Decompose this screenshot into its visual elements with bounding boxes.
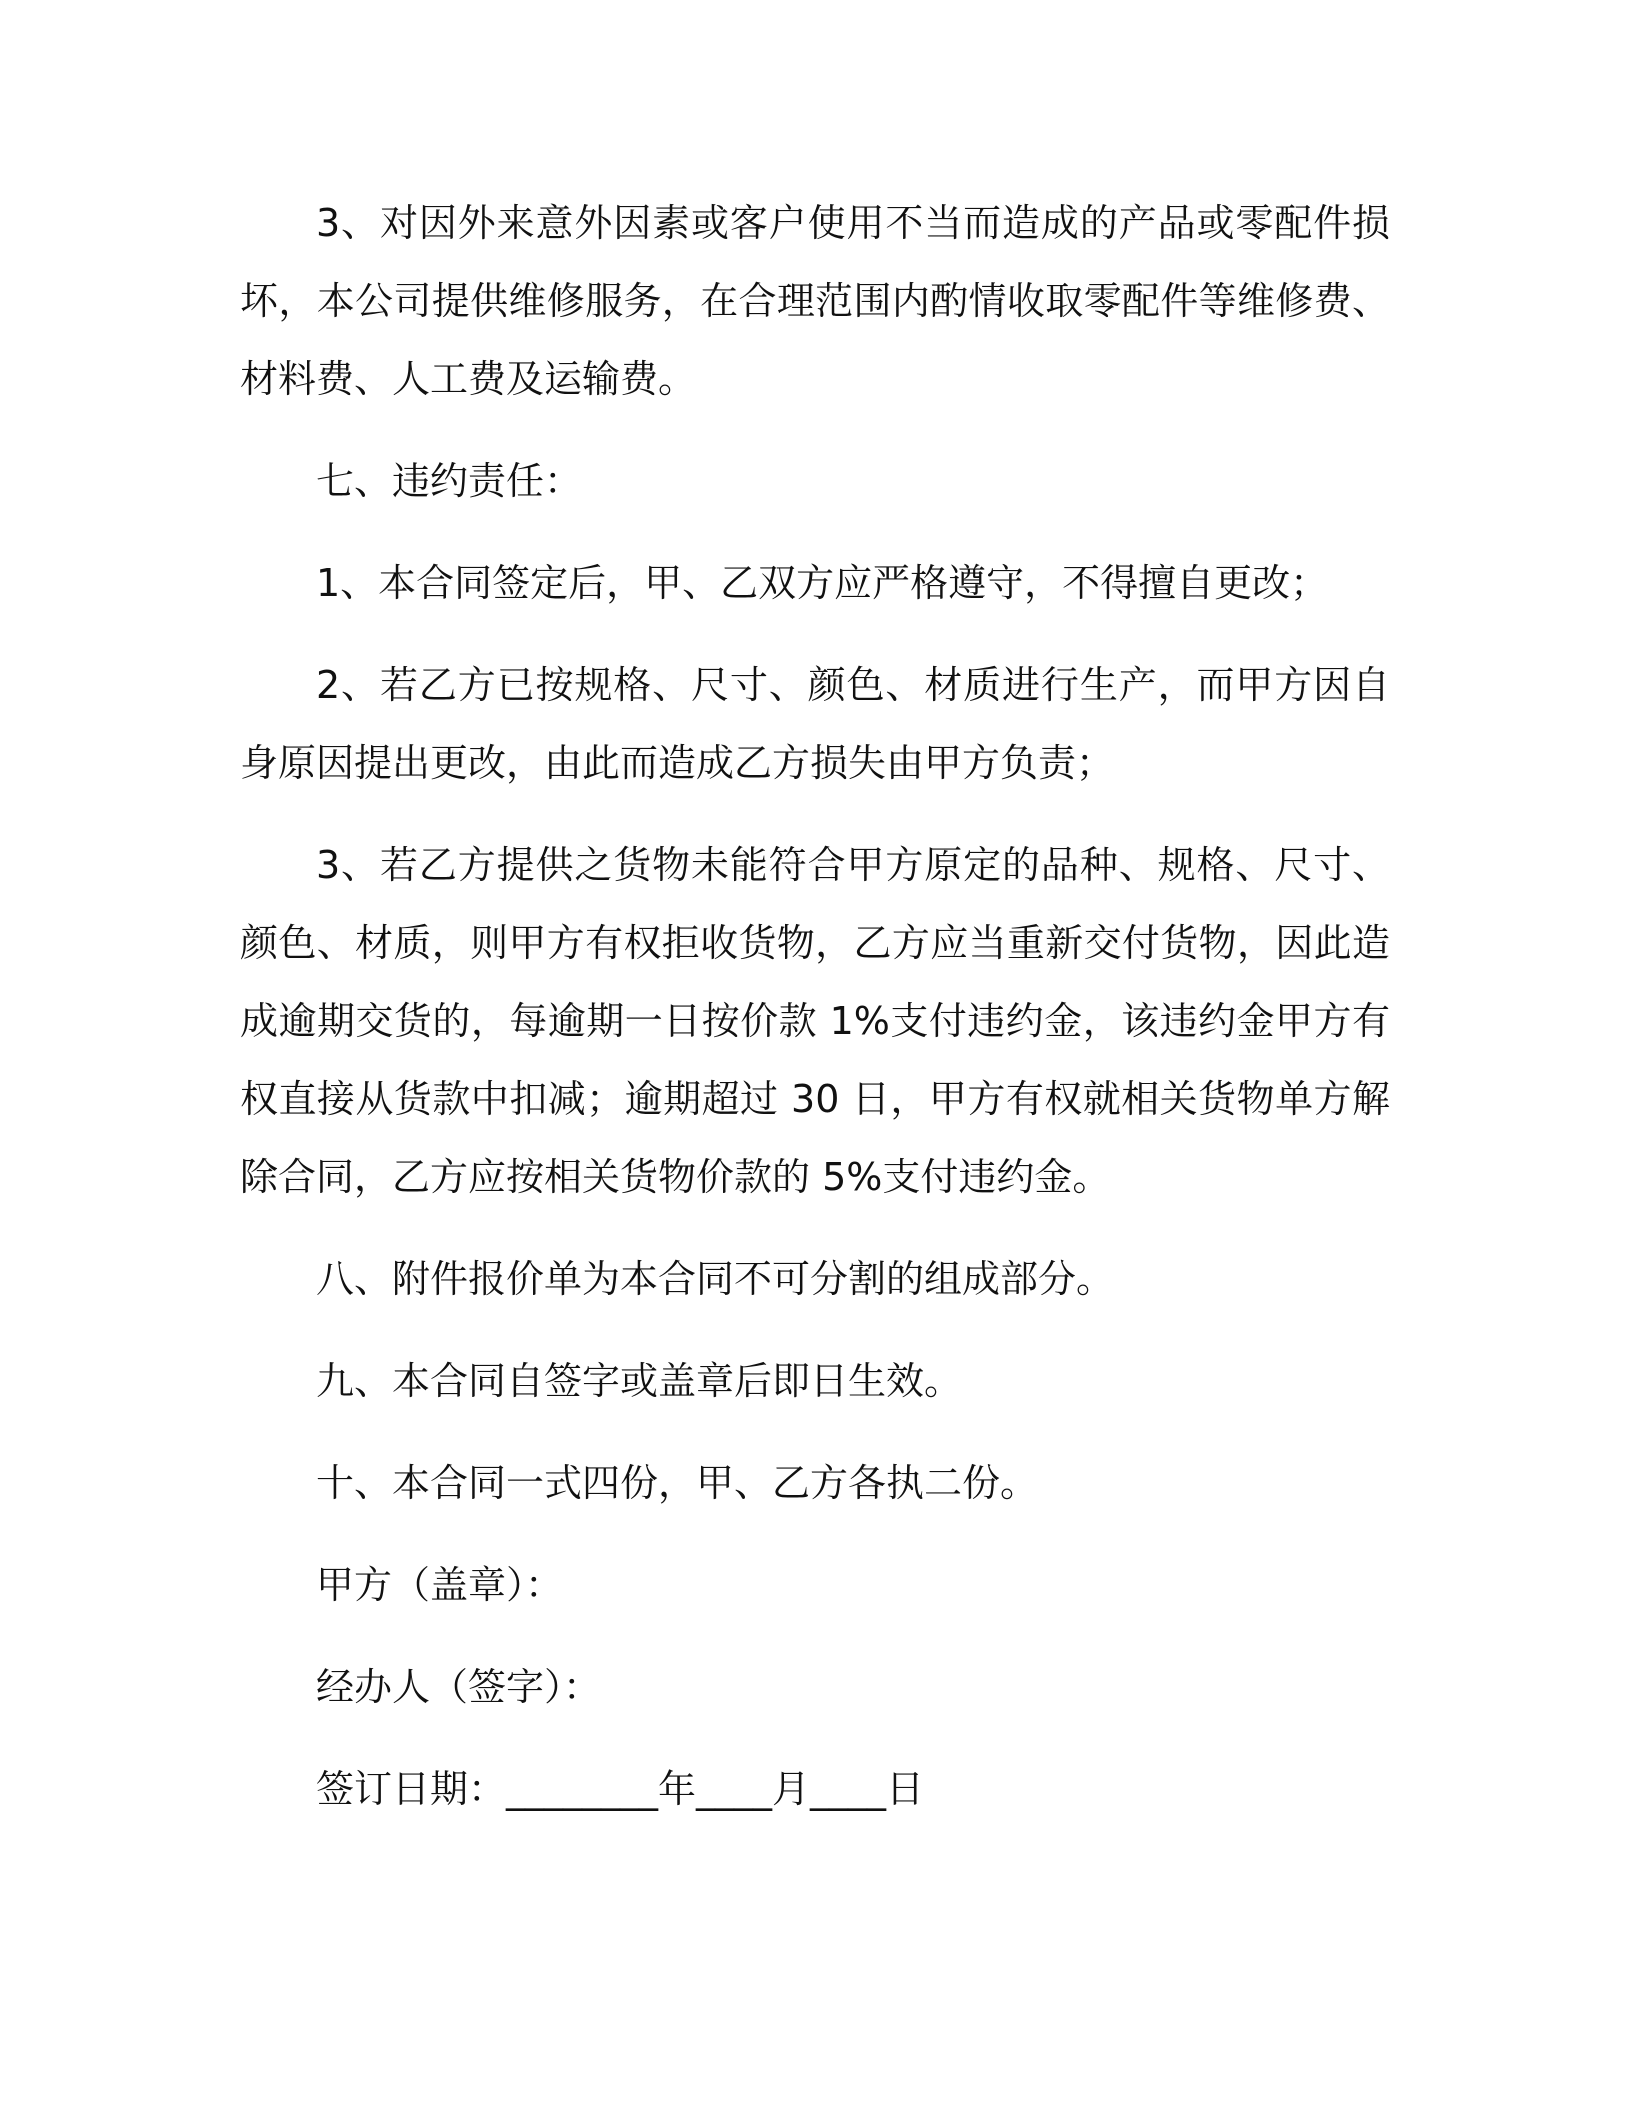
clause-6-item-3: 3、对因外来意外因素或客户使用不当而造成的产品或零配件损坏，本公司提供维修服务，在合理范围内酌情收取零配件等维修费、材料费、人工费及运输费。 xyxy=(240,201,1390,401)
signing-date-line: 签订日期：________年____月____日 xyxy=(316,1767,925,1811)
clause-8: 八、附件报价单为本合同不可分割的组成部分。 xyxy=(316,1257,1115,1301)
clause-7-item-1: 1、本合同签定后，甲、乙双方应严格遵守，不得擅自更改； xyxy=(316,561,1329,605)
party-a-seal-line: 甲方（盖章）： xyxy=(316,1563,564,1607)
agent-signature-line: 经办人（签字）： xyxy=(316,1665,602,1709)
section-heading-breach-liability: 七、违约责任： xyxy=(316,459,583,503)
clause-9: 九、本合同自签字或盖章后即日生效。 xyxy=(316,1359,963,1403)
document-body xyxy=(240,184,1390,1852)
clause-7-item-2: 2、若乙方已按规格、尺寸、颜色、材质进行生产，而甲方因自身原因提出更改，由此而造成乙方损失由甲方负责； xyxy=(240,663,1390,785)
clause-10: 十、本合同一式四份，甲、乙方各执二份。 xyxy=(316,1461,1039,1505)
clause-7-item-3: 3、若乙方提供之货物未能符合甲方原定的品种、规格、尺寸、颜色、材质，则甲方有权拒收货物，乙方应当重新交付货物，因此造成逾期交货的，每逾期一日按价款 1%支付违约金，该违约金甲方有权直接从货款中扣减；逾期超过 30 日，甲方有权就相关货物单方解除合同，乙方应按相关货物价款的 5%支付违约金。 xyxy=(240,843,1390,1199)
